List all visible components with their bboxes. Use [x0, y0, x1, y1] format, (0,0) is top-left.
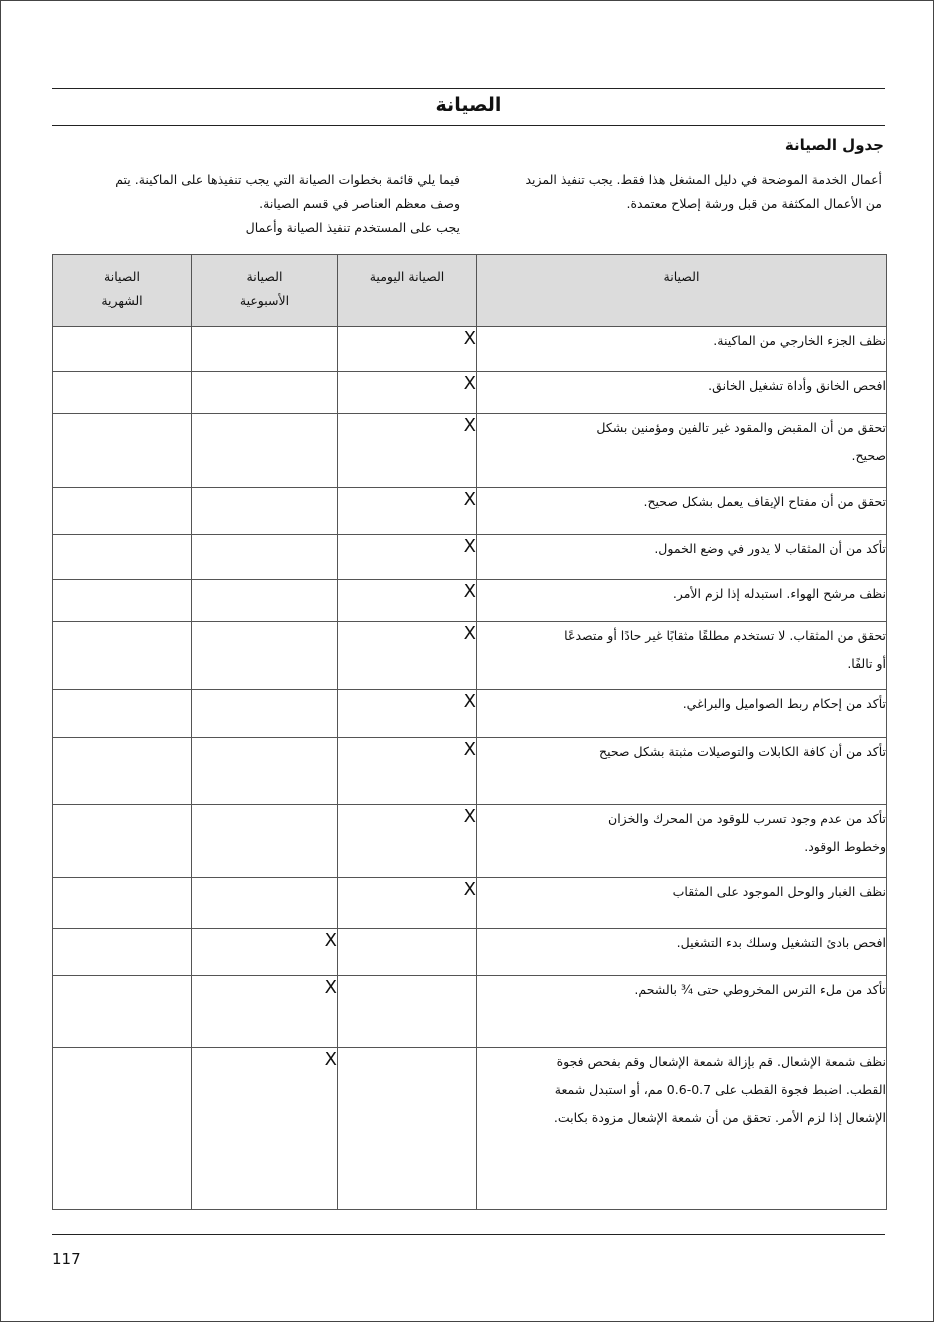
intro-line: وصف معظم العناصر في قسم الصيانة.: [259, 196, 460, 211]
monthly-cell: [53, 414, 192, 488]
footer-rule: [52, 1234, 885, 1235]
monthly-cell: [53, 1048, 192, 1210]
monthly-cell: [53, 976, 192, 1048]
table-row: [53, 690, 887, 738]
title-rule: [52, 125, 885, 126]
task-cell: تأكد من عدم وجود تسرب للوقود من المحرك والخزان وخطوط الوقود.: [477, 805, 887, 878]
weekly-cell: [192, 488, 338, 535]
daily-cell: X: [338, 327, 477, 372]
monthly-cell: [53, 929, 192, 976]
weekly-cell: [192, 878, 338, 929]
weekly-cell: [192, 738, 338, 805]
task-cell: تأكد من أن المثقاب لا يدور في وضع الخمول.: [477, 535, 887, 580]
page-number: 117: [52, 1250, 81, 1268]
header-task: الصيانة: [477, 255, 887, 327]
task-cell: تحقق من أن مفتاح الإيقاف يعمل بشكل صحيح.: [477, 488, 887, 535]
weekly-cell: [192, 690, 338, 738]
weekly-cell: X: [192, 1048, 338, 1210]
daily-cell: [338, 976, 477, 1048]
task-cell: تحقق من أن المقبض والمقود غير تالفين ومؤمنين بشكل صحيح.: [477, 414, 887, 488]
table-row: [53, 327, 887, 372]
weekly-cell: [192, 805, 338, 878]
intro-text-right: [492, 168, 882, 216]
table-row: [53, 929, 887, 976]
task-cell: تحقق من المثقاب. لا تستخدم مطلقًا مثقابًا غير حادًا أو متصدعًا أو تالفًا.: [477, 622, 887, 690]
table-row: [53, 372, 887, 414]
table-header-row: [53, 255, 887, 327]
monthly-cell: [53, 372, 192, 414]
header-weekly: الصيانة الأسبوعية: [192, 255, 338, 327]
table-row: [53, 805, 887, 878]
task-cell: افحص بادئ التشغيل وسلك بدء التشغيل.: [477, 929, 887, 976]
table-row: [53, 580, 887, 622]
intro-text-left: [60, 168, 460, 240]
monthly-cell: [53, 622, 192, 690]
task-cell: نظف مرشح الهواء. استبدله إذا لزم الأمر.: [477, 580, 887, 622]
task-cell: افحص الخانق وأداة تشغيل الخانق.: [477, 372, 887, 414]
daily-cell: X: [338, 580, 477, 622]
monthly-cell: [53, 805, 192, 878]
monthly-cell: [53, 535, 192, 580]
weekly-cell: [192, 372, 338, 414]
daily-cell: X: [338, 488, 477, 535]
daily-cell: X: [338, 414, 477, 488]
table-row: [53, 1048, 887, 1210]
monthly-cell: [53, 580, 192, 622]
daily-cell: X: [338, 372, 477, 414]
weekly-cell: [192, 580, 338, 622]
task-cell: تأكد من ملء الترس المخروطي حتى ¾ بالشحم.: [477, 976, 887, 1048]
weekly-cell: [192, 535, 338, 580]
task-cell: نظف شمعة الإشعال. قم بإزالة شمعة الإشعال وقم بفحص فجوة القطب. اضبط فجوة القطب على 0.7-0.6 مم، أو استبدل شمعة الإشعال إذا لزم الأمر. تحقق من أن شمعة الإشعال مزودة بكابت.: [477, 1048, 887, 1210]
page-title: الصيانة: [435, 94, 502, 116]
monthly-cell: [53, 488, 192, 535]
intro-line: من الأعمال المكثفة من قبل ورشة إصلاح معتمدة.: [626, 196, 882, 211]
table-row: [53, 976, 887, 1048]
header-monthly: الصيانة الشهرية: [53, 255, 192, 327]
daily-cell: X: [338, 878, 477, 929]
table-row: [53, 878, 887, 929]
daily-cell: [338, 1048, 477, 1210]
task-cell: تأكد من إحكام ربط الصواميل والبراغي.: [477, 690, 887, 738]
table-row: [53, 738, 887, 805]
table-row: [53, 414, 887, 488]
table-row: [53, 535, 887, 580]
daily-cell: X: [338, 622, 477, 690]
intro-line: فيما يلي قائمة بخطوات الصيانة التي يجب تنفيذها على الماكينة. يتم: [115, 172, 460, 187]
monthly-cell: [53, 690, 192, 738]
daily-cell: X: [338, 535, 477, 580]
task-cell: نظف الجزء الخارجي من الماكينة.: [477, 327, 887, 372]
intro-line: يجب على المستخدم تنفيذ الصيانة وأعمال: [245, 220, 460, 235]
weekly-cell: X: [192, 929, 338, 976]
monthly-cell: [53, 327, 192, 372]
daily-cell: X: [338, 738, 477, 805]
header-daily: الصيانة اليومية: [338, 255, 477, 327]
weekly-cell: [192, 327, 338, 372]
monthly-cell: [53, 738, 192, 805]
table-row: [53, 488, 887, 535]
task-cell: تأكد من أن كافة الكابلات والتوصيلات مثبتة بشكل صحيح: [477, 738, 887, 805]
weekly-cell: X: [192, 976, 338, 1048]
section-heading: جدول الصيانة: [784, 136, 884, 154]
task-cell: نظف الغبار والوحل الموجود على المثقاب: [477, 878, 887, 929]
daily-cell: X: [338, 805, 477, 878]
weekly-cell: [192, 622, 338, 690]
weekly-cell: [192, 414, 338, 488]
intro-line: أعمال الخدمة الموضحة في دليل المشغل هذا فقط. يجب تنفيذ المزيد: [525, 172, 882, 187]
daily-cell: [338, 929, 477, 976]
daily-cell: X: [338, 690, 477, 738]
table-row: [53, 622, 887, 690]
monthly-cell: [53, 878, 192, 929]
top-rule: [52, 88, 885, 89]
maintenance-schedule-table: [52, 254, 887, 1210]
